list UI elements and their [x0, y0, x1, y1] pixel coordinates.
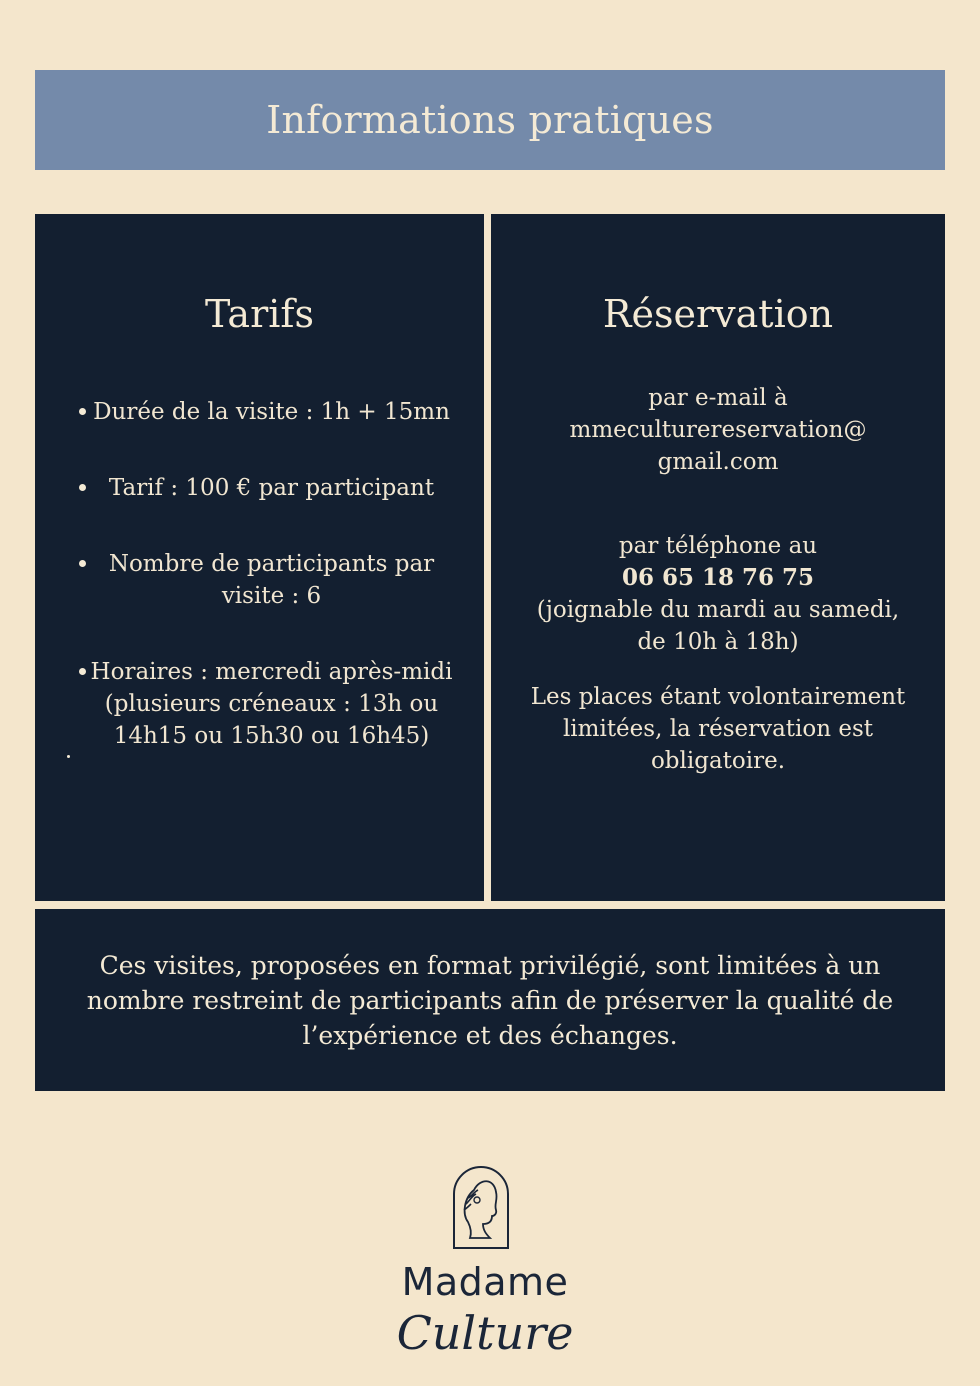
page-header-bar — [35, 70, 945, 170]
logo-word-madame: Madame — [401, 1260, 569, 1304]
reservation-panel — [491, 214, 945, 901]
note-line-3: obligatoire. — [650, 748, 786, 774]
phone-hours-line-2: de 10h à 18h) — [637, 629, 799, 655]
tarif-item-participants — [65, 548, 460, 612]
madame-culture-logo — [390, 1160, 590, 1370]
tarif-item-horaires — [65, 656, 460, 752]
reservation-title: Réservation — [602, 292, 834, 336]
bullet-icon — [79, 668, 86, 675]
phone-hours-line-1: (joignable du mardi au samedi, — [536, 597, 900, 623]
stray-dot-icon — [67, 755, 70, 758]
reservation-phone-block — [515, 530, 921, 658]
reservation-email-block — [515, 382, 921, 478]
tarif-item-text: Tarif : 100 € par participant — [108, 475, 435, 501]
info-banner — [35, 909, 945, 1091]
bullet-icon — [79, 408, 86, 415]
tarif-item-text: Horaires : mercredi après-midi (plusieurs créneaux : 13h ou 14h15 ou 15h30 ou 16h45) — [90, 659, 453, 749]
logo-word-culture: Culture — [396, 1306, 574, 1360]
woman-profile-laurel-icon — [450, 1164, 512, 1250]
page-title: Informations pratiques — [266, 98, 714, 142]
bullet-icon — [79, 560, 86, 567]
note-line-1: Les places étant volontairement — [530, 684, 906, 710]
tarif-item-tarif — [65, 472, 460, 504]
note-line-2: limitées, la réservation est — [562, 716, 874, 742]
phone-intro: par téléphone au — [618, 533, 818, 559]
info-banner-text: Ces visites, proposées en format privilégié, sont limitées à un nombre restreint de participants afin de préserver la qualité de l’expérience et des échanges. — [86, 950, 894, 1050]
bullet-icon — [79, 484, 86, 491]
email-address[interactable]: mmeculturereservation@ — [569, 417, 867, 443]
email-intro: par e-mail à — [648, 385, 788, 411]
tarifs-panel — [35, 214, 484, 901]
email-address-rest: ervation@ — [746, 417, 867, 443]
reservation-note — [515, 681, 921, 777]
tarifs-title: Tarifs — [205, 292, 314, 336]
tarif-item-text: Nombre de participants par visite : 6 — [108, 551, 435, 609]
email-domain[interactable]: gmail.com — [657, 449, 779, 475]
phone-number[interactable]: 06 65 18 76 75 — [621, 564, 815, 591]
tarif-item-duree — [65, 396, 460, 428]
tarifs-list — [65, 396, 460, 796]
tarif-item-text: Durée de la visite : 1h + 15mn — [93, 399, 450, 425]
